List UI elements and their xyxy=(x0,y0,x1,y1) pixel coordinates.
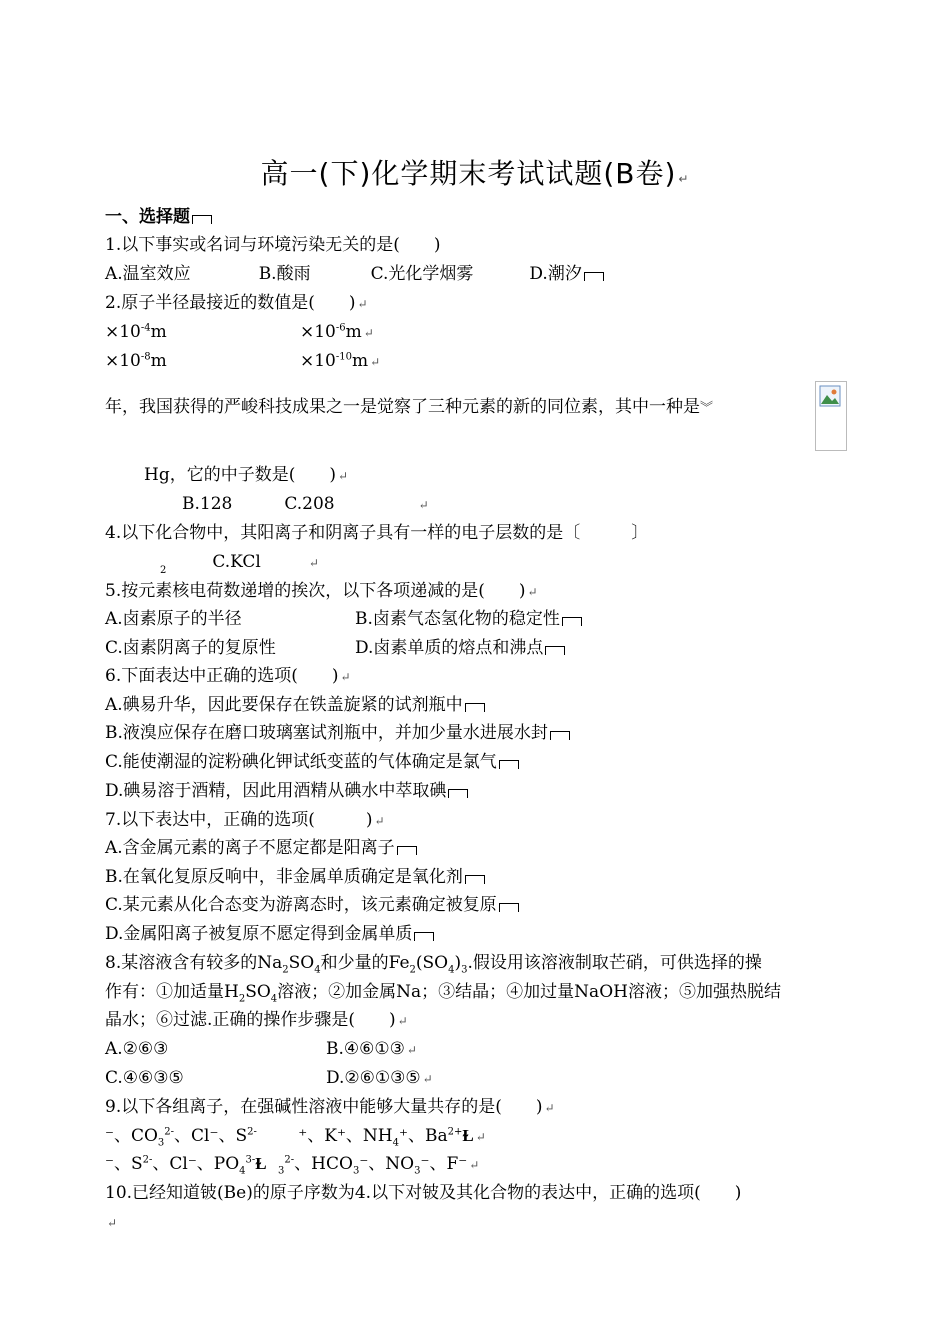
question-10-mark: ↵ xyxy=(107,1216,118,1230)
question-1-options: A.温室效应 B.酸雨 C.光化学烟雾 D.潮汐 xyxy=(105,263,604,285)
question-5-option-c: C.卤素阴离子的复原性 xyxy=(105,638,276,658)
question-3-stem-2: Hg，它的中子数是( ) ↵ xyxy=(144,465,349,485)
question-2-option-a: $\times 10^{-4}m$ xyxy=(105,322,167,342)
question-5-option-a: A.卤素原子的半径 xyxy=(105,609,242,629)
section-heading: 一、选择题 xyxy=(105,206,212,228)
question-8-stem-line-2: 作有：①加适量$H_2SO_4$溶液；②加金属Na；③结晶；④加过量NaOH溶液；⑤加强热脱结 xyxy=(105,982,781,1005)
question-5-stem: 5.按元素核电荷数递增的挨次，以下各项递减的是( ) ↵ xyxy=(105,581,538,601)
page-title: 高一(下)化学期末考试试题(B卷) ↵ xyxy=(260,157,690,190)
question-6-option-d: D.碘易溶于酒精，因此用酒精从碘水中萃取碘 xyxy=(105,780,468,802)
broken-image-icon xyxy=(819,385,841,407)
question-8-option-d: D.②⑥①③⑤ ↵ xyxy=(326,1068,433,1088)
question-1-stem: 1.以下事实或名词与环境污染无关的是( ) xyxy=(105,235,441,255)
question-9-options-line-1: ⁻、$CO_3^{2-}$、Cl⁻、$S^{2-}$ ⁺、K⁺、$NH_4^+$、$Ba^{2+}Ɫ$ ↵ xyxy=(105,1126,486,1149)
question-10-stem: 10.已经知道铍(Be)的原子序数为4.以下对铍及其化合物的表达中，正确的选项( ) xyxy=(105,1183,742,1203)
question-6-option-c: C.能使潮湿的淀粉碘化钾试纸变蓝的气体确定是氯气 xyxy=(105,751,519,773)
question-7-option-c: C.某元素从化合态变为游离态时，该元素确定被复原 xyxy=(105,894,519,916)
question-8-option-b: B.④⑥①③ ↵ xyxy=(326,1039,417,1059)
question-6-option-b: B.液溴应保存在磨口玻璃塞试剂瓶中，并加少量水进展水封 xyxy=(105,722,570,744)
question-2-option-d: $\times 10^{-10}m$ ↵ xyxy=(300,351,381,371)
question-2-option-b: $\times 10^{-6}m$ ↵ xyxy=(300,322,374,342)
question-4-stem: 4.以下化合物中，其阳离子和阴离子具有一样的电子层数的是〔 〕 xyxy=(105,523,649,543)
missing-image-placeholder xyxy=(815,381,847,451)
question-5-option-b: B.卤素气态氢化物的稳定性 xyxy=(355,608,582,630)
question-7-option-d: D.金属阳离子被复原不愿定得到金属单质 xyxy=(105,923,434,945)
question-8-stem-line-3: 晶水；⑥过滤.正确的操作步骤是( ) ↵ xyxy=(105,1010,408,1030)
question-8-option-a: A.②⑥③ xyxy=(105,1039,169,1059)
question-6-stem: 6.下面表达中正确的选项( ) ↵ xyxy=(105,666,351,686)
question-4-options: $_2$ C.KCl ↵ xyxy=(160,552,319,576)
question-2-stem: 2.原子半径最接近的数值是( ) ↵ xyxy=(105,293,368,313)
question-5-option-d: D.卤素单质的熔点和沸点 xyxy=(355,637,565,659)
question-7-option-a: A.含金属元素的离子不愿定都是阳离子 xyxy=(105,837,417,859)
question-2-option-c: $\times 10^{-8}m$ xyxy=(105,351,167,371)
question-7-option-b: B.在氧化复原反响中，非金属单质确定是氧化剂 xyxy=(105,866,485,888)
question-8-stem-line-1: 8.某溶液含有较多的$Na_2SO_4$和少量的$Fe_2(SO_4)_3$.假设用该溶液制取芒硝，可供选择的操 xyxy=(105,953,762,976)
question-6-option-a: A.碘易升华，因此要保存在铁盖旋紧的试剂瓶中 xyxy=(105,694,485,716)
question-3-options: B.128 C.208 ↵ xyxy=(182,494,429,514)
question-9-options-line-2: ⁻、$S^{2-}$、Cl⁻、$PO_4^{3-}Ɫ$ $_3^{2-}$、$HCO_3^-$、$NO_3^-$、F⁻ ↵ xyxy=(105,1154,480,1177)
question-7-stem: 7.以下表达中，正确的选项( ) ↵ xyxy=(105,810,385,830)
question-9-stem: 9.以下各组离子，在强碱性溶液中能够大量共存的是( ) ↵ xyxy=(105,1097,555,1117)
question-3-stem: 年，我国获得的严峻科技成果之一是觉察了三种元素的新的同位素，其中一种是︾ xyxy=(105,397,714,417)
question-8-option-c: C.④⑥③⑤ xyxy=(105,1068,184,1088)
